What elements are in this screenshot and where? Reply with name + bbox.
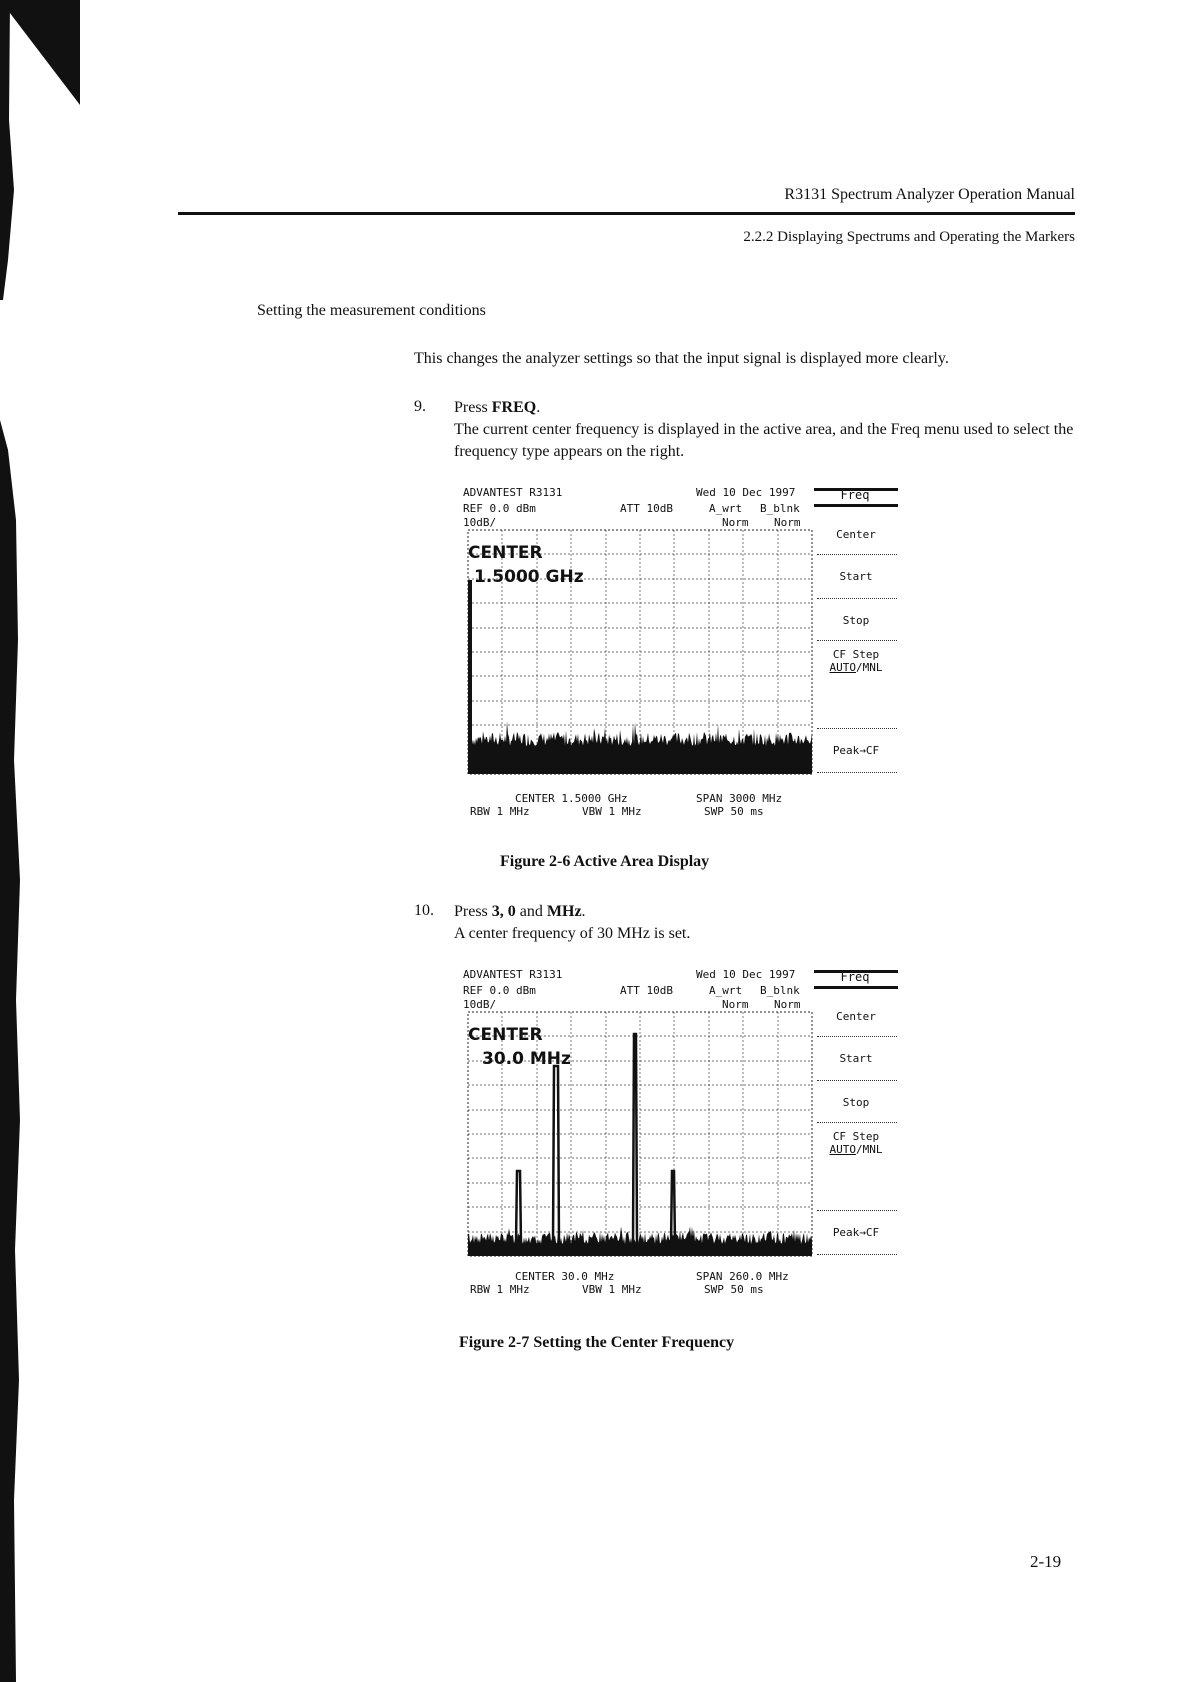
rbw-readout: RBW 1 MHz xyxy=(470,1283,530,1296)
softkey-peak-to-cf[interactable]: Peak→CF xyxy=(832,1226,880,1239)
scan-corner-artifact xyxy=(0,0,80,110)
manual-title: R3131 Spectrum Analyzer Operation Manual xyxy=(784,186,1075,203)
cf-step-auto: AUTO xyxy=(829,1143,856,1156)
digit-keys: 3, 0 xyxy=(491,903,516,920)
softkey-peak-to-cf[interactable]: Peak→CF xyxy=(832,744,880,757)
menu-divider xyxy=(817,1254,897,1255)
cf-step-label: CF Step xyxy=(832,648,880,661)
center-frequency-readout: CENTER 1.5000 GHz xyxy=(515,792,628,805)
cf-step-mode xyxy=(815,1143,897,1156)
softkey-center[interactable]: Center xyxy=(836,528,876,541)
cf-step-mnl: /MNL xyxy=(856,661,883,674)
scale-label: 10dB/ xyxy=(463,516,497,529)
active-area-value: 30.0 MHz xyxy=(482,1049,571,1069)
vbw-readout: VBW 1 MHz xyxy=(582,1283,642,1296)
figure-2-6-caption: Figure 2-6 Active Area Display xyxy=(500,853,710,870)
step-9-action: Press FREQ. xyxy=(454,399,541,416)
cf-step-mnl: /MNL xyxy=(856,1143,883,1156)
section-breadcrumb: 2.2.2 Displaying Spectrums and Operating the Markers xyxy=(743,229,1075,245)
scan-edge-artifact xyxy=(0,0,24,1682)
span-readout: SPAN 3000 MHz xyxy=(696,792,783,805)
step-10-action: Press 3, 0 and MHz. xyxy=(454,903,586,920)
freq-softkey-menu xyxy=(815,502,897,787)
freq-key: FREQ xyxy=(491,399,537,416)
menu-divider xyxy=(817,640,897,641)
figure-2-6-screen xyxy=(460,484,905,824)
model-label: ADVANTEST R3131 xyxy=(463,486,563,499)
menu-divider xyxy=(817,1122,897,1123)
trace-a-mode: A_wrt xyxy=(709,984,743,997)
attenuation: ATT 10dB xyxy=(620,502,673,515)
active-area-value: 1.5000 GHz xyxy=(474,567,584,587)
menu-divider xyxy=(817,598,897,599)
vbw-readout: VBW 1 MHz xyxy=(582,805,642,818)
figure-2-7-caption: Figure 2-7 Setting the Center Frequency xyxy=(459,1334,735,1351)
center-frequency-readout: CENTER 30.0 MHz xyxy=(515,1270,615,1283)
step-10-number: 10. xyxy=(414,902,434,919)
menu-divider xyxy=(817,1080,897,1081)
menu-divider xyxy=(817,728,897,729)
menu-divider xyxy=(817,772,897,773)
freq-menu-title: Freq xyxy=(840,488,870,502)
date-label: Wed 10 Dec 1997 xyxy=(696,968,796,981)
page-number: 2-19 xyxy=(1030,1552,1062,1571)
freq-softkey-menu xyxy=(815,984,897,1269)
softkey-cf-step[interactable] xyxy=(815,1130,897,1156)
trace-b-norm: Norm xyxy=(774,516,801,529)
ref-level: REF 0.0 dBm xyxy=(463,984,536,997)
model-label: ADVANTEST R3131 xyxy=(463,968,563,981)
step-9-text xyxy=(454,397,1079,463)
freq-menu-title: Freq xyxy=(840,970,870,984)
trace-a-norm: Norm xyxy=(722,998,749,1011)
menu-divider xyxy=(817,554,897,555)
attenuation: ATT 10dB xyxy=(620,984,673,997)
step-10-text xyxy=(454,901,1079,945)
span-readout: SPAN 260.0 MHz xyxy=(696,1270,789,1283)
softkey-start[interactable]: Start xyxy=(839,1052,873,1065)
softkey-stop[interactable]: Stop xyxy=(842,614,870,627)
active-area-label: CENTER xyxy=(468,543,543,563)
sweep-readout: SWP 50 ms xyxy=(704,805,764,818)
softkey-center[interactable]: Center xyxy=(836,1010,876,1023)
mhz-key: MHz xyxy=(546,903,582,920)
trace-a-mode: A_wrt xyxy=(709,502,743,515)
active-area-label: CENTER xyxy=(468,1025,543,1045)
step-10-description: A center frequency of 30 MHz is set. xyxy=(454,925,691,942)
step-9-number: 9. xyxy=(414,398,426,415)
cf-step-label: CF Step xyxy=(832,1130,880,1143)
menu-divider xyxy=(817,1036,897,1037)
date-label: Wed 10 Dec 1997 xyxy=(696,486,796,499)
softkey-start[interactable]: Start xyxy=(839,570,873,583)
sweep-readout: SWP 50 ms xyxy=(704,1283,764,1296)
step-9-description: The current center frequency is displayed in the active area, and the Freq menu used to select the frequency type appears on the right. xyxy=(454,421,1074,460)
rbw-readout: RBW 1 MHz xyxy=(470,805,530,818)
scale-label: 10dB/ xyxy=(463,998,497,1011)
ref-level: REF 0.0 dBm xyxy=(463,502,536,515)
softkey-cf-step[interactable] xyxy=(815,648,897,674)
cf-step-auto: AUTO xyxy=(829,661,856,674)
intro-paragraph: This changes the analyzer settings so that the input signal is displayed more clearly. xyxy=(414,350,949,367)
cf-step-mode xyxy=(815,661,897,674)
softkey-stop[interactable]: Stop xyxy=(842,1096,870,1109)
trace-b-mode: B_blnk xyxy=(760,502,800,515)
trace-b-norm: Norm xyxy=(774,998,801,1011)
section-heading: Setting the measurement conditions xyxy=(257,302,486,319)
menu-divider xyxy=(817,1210,897,1211)
trace-a-norm: Norm xyxy=(722,516,749,529)
header-rule xyxy=(178,212,1075,215)
trace-b-mode: B_blnk xyxy=(760,984,800,997)
figure-2-7-screen xyxy=(460,966,905,1306)
